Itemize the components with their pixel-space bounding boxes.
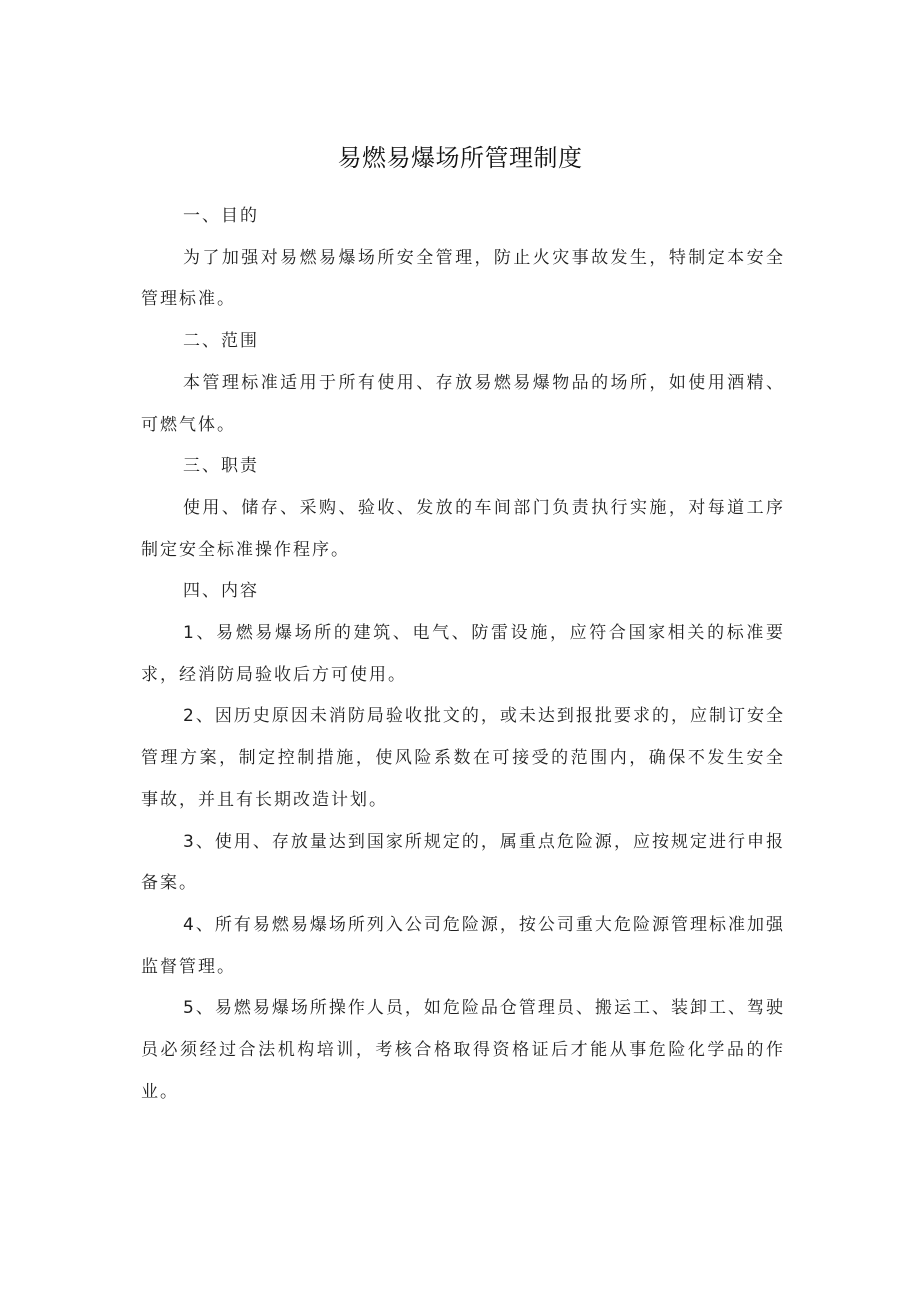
paragraph-responsibility: 使用、储存、采购、验收、发放的车间部门负责执行实施，对每道工序制定安全标准操作程序。	[141, 497, 785, 560]
content-item-3: 3、使用、存放量达到国家所规定的，属重点危险源，应按规定进行申报备案。	[141, 831, 785, 894]
content-item-4: 4、所有易燃易爆场所列入公司危险源，按公司重大危险源管理标准加强监督管理。	[141, 914, 785, 977]
content-item-1: 1、易燃易爆场所的建筑、电气、防雷设施，应符合国家相关的标准要求，经消防局验收后方可使用。	[141, 623, 785, 685]
section-heading-responsibility: 三、职责	[183, 456, 259, 477]
section-heading-scope: 二、范围	[183, 331, 259, 352]
paragraph-purpose: 为了加强对易燃易爆场所安全管理，防止火灾事故发生，特制定本安全管理标准。	[141, 247, 785, 310]
content-item-5: 5、易燃易爆场所操作人员，如危险品仓管理员、搬运工、装卸工、驾驶员必须经过合法机构培训，考核合格取得资格证后才能从事危险化学品的作业。	[141, 998, 785, 1102]
section-heading-purpose: 一、目的	[183, 206, 259, 226]
paragraph-scope: 本管理标准适用于所有使用、存放易燃易爆物品的场所，如使用酒精、可燃气体。	[141, 372, 785, 435]
section-heading-content: 四、内容	[183, 581, 259, 602]
document-body	[141, 196, 785, 1113]
document-title: 易燃易爆场所管理制度	[337, 144, 583, 172]
content-item-2: 2、因历史原因未消防局验收批文的，或未达到报批要求的，应制订安全管理方案，制定控制措施，使风险系数在可接受的范围内，确保不发生安全事故，并且有长期改造计划。	[141, 706, 785, 810]
